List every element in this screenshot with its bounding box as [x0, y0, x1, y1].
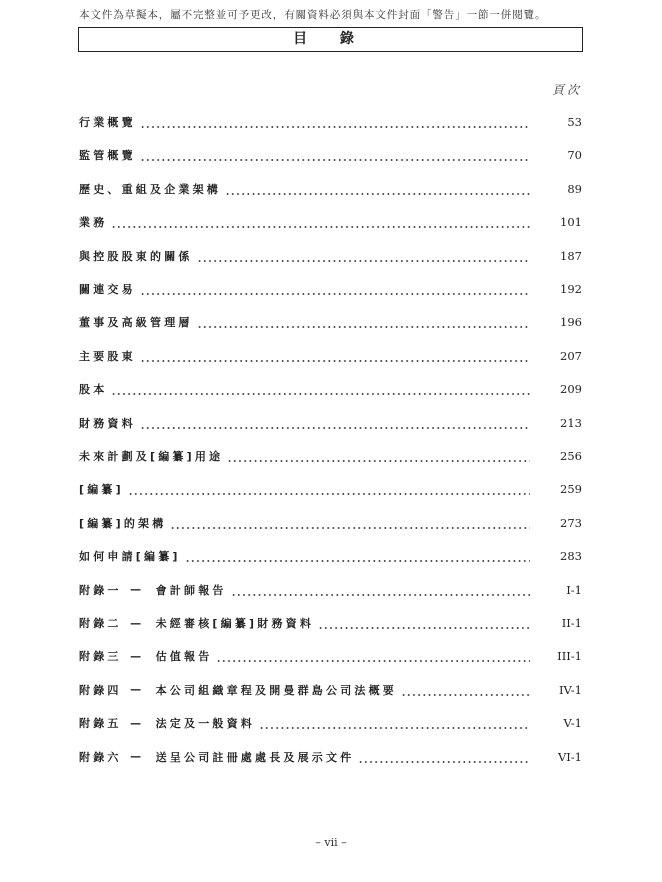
toc-label: 主要股東	[79, 349, 136, 363]
toc-sublabel: 未經審核[編纂]財務資料	[155, 617, 315, 630]
em-dash-separator: —	[130, 649, 142, 663]
toc-page: 259	[560, 482, 582, 497]
page-column-header: 頁次	[551, 83, 582, 97]
toc-label: [編纂]	[79, 483, 124, 497]
toc-row-directors[interactable]	[79, 312, 582, 332]
toc-page: 70	[567, 148, 582, 163]
em-dash-separator: —	[130, 616, 142, 630]
dot-leader	[216, 646, 530, 666]
toc-label: 附錄一	[79, 583, 122, 597]
em-dash-separator: —	[130, 750, 142, 764]
toc-label: 財務資料	[79, 416, 136, 430]
toc-row-financial-information[interactable]	[79, 413, 582, 433]
em-dash-separator: —	[130, 583, 142, 597]
dot-leader	[140, 145, 530, 165]
toc-label: 附錄二	[79, 617, 122, 630]
toc-row-controlling-shareholders[interactable]	[79, 246, 582, 266]
toc-label: 董事及高級管理層	[79, 316, 193, 330]
toc-row-share-capital[interactable]	[79, 379, 582, 399]
toc-page: VI-1	[557, 749, 582, 764]
dot-leader	[259, 713, 530, 733]
toc-page: 187	[560, 248, 582, 263]
draft-warning: 本文件為草擬本，屬不完整並可予更改，有關資料必須與本文件封面「警告」一節一併閱覽。	[79, 9, 547, 21]
page-number: – vii –	[315, 836, 347, 849]
toc-sublabel: 估值報告	[155, 650, 213, 664]
toc-page: 101	[560, 215, 582, 230]
toc-page: 256	[560, 449, 582, 463]
toc-label: 與控股股東的關係	[79, 249, 193, 263]
toc-row-how-to-apply[interactable]	[79, 546, 582, 566]
toc-page: 196	[560, 315, 582, 330]
toc-page: 207	[560, 348, 582, 363]
toc-label: 歷史、重組及企業架構	[79, 182, 221, 196]
dot-leader	[111, 212, 530, 232]
toc-label: 附錄六	[79, 750, 122, 764]
toc-label: 附錄四	[79, 683, 122, 697]
dot-leader	[227, 446, 530, 466]
dot-leader	[140, 413, 530, 433]
toc-page: 209	[560, 382, 582, 397]
toc-row-history[interactable]	[79, 179, 582, 199]
toc-label: [編纂]的架構	[79, 516, 167, 530]
toc-label: 股本	[79, 383, 108, 397]
toc-page: 213	[560, 415, 582, 430]
toc-page: 273	[560, 515, 582, 530]
page-title: 目 錄	[78, 27, 583, 52]
toc-page: II-1	[561, 616, 582, 630]
toc-page: V-1	[563, 716, 582, 731]
dot-leader	[318, 613, 530, 633]
toc-row-regulatory-overview[interactable]	[79, 145, 582, 165]
toc-row-appendix-2[interactable]	[79, 613, 582, 633]
dot-leader	[197, 312, 530, 332]
toc-page: 53	[567, 115, 582, 129]
toc-page: 192	[560, 282, 582, 296]
toc-label: 業務	[79, 216, 108, 230]
toc-sublabel: 法定及一般資料	[155, 717, 256, 731]
toc-sublabel: 會計師報告	[155, 583, 227, 597]
dot-leader	[170, 513, 530, 533]
dot-leader	[140, 112, 530, 132]
toc-row-appendix-1[interactable]	[79, 580, 582, 600]
em-dash-separator: —	[130, 683, 142, 697]
dot-leader	[140, 346, 530, 366]
toc-page: IV-1	[559, 682, 582, 697]
dot-leader	[225, 179, 530, 199]
toc-row-business[interactable]	[79, 212, 582, 232]
dot-leader	[140, 279, 530, 299]
toc-page: I-1	[566, 582, 582, 597]
toc-label: 行業概覽	[79, 116, 136, 129]
dot-leader	[231, 580, 530, 600]
toc-label: 如何申請[編纂]	[79, 550, 181, 564]
toc-label: 附錄三	[79, 650, 122, 664]
toc-page: 89	[567, 181, 582, 196]
dot-leader	[128, 479, 530, 499]
toc-row-appendix-4[interactable]	[79, 680, 582, 700]
toc-row-future-plans[interactable]	[79, 446, 582, 466]
dot-leader	[358, 747, 530, 767]
dot-leader	[185, 546, 530, 566]
dot-leader	[197, 246, 530, 266]
toc-row-structure[interactable]	[79, 513, 582, 533]
toc-row-appendix-3[interactable]	[79, 646, 582, 666]
toc-page: III-1	[557, 649, 582, 664]
em-dash-separator: —	[130, 716, 142, 730]
toc-row-substantial-shareholders[interactable]	[79, 346, 582, 366]
toc-page: 283	[560, 549, 582, 564]
toc-label: 監管概覽	[79, 149, 136, 163]
toc-sublabel: 本公司組織章程及開曼群島公司法概要	[155, 683, 398, 697]
toc-label: 附錄五	[79, 717, 122, 731]
dot-leader	[111, 379, 530, 399]
toc-label: 未來計劃及[編纂]用途	[79, 450, 224, 463]
toc-row-redacted[interactable]	[79, 479, 582, 499]
dot-leader	[401, 680, 530, 700]
toc-row-connected-transactions[interactable]	[79, 279, 582, 299]
toc-row-appendix-5[interactable]	[79, 713, 582, 733]
toc-label: 關連交易	[79, 283, 136, 296]
toc-sublabel: 送呈公司註冊處處長及展示文件	[155, 750, 355, 764]
toc-row-industry-overview[interactable]	[79, 112, 582, 132]
toc-row-appendix-6[interactable]	[79, 747, 582, 767]
